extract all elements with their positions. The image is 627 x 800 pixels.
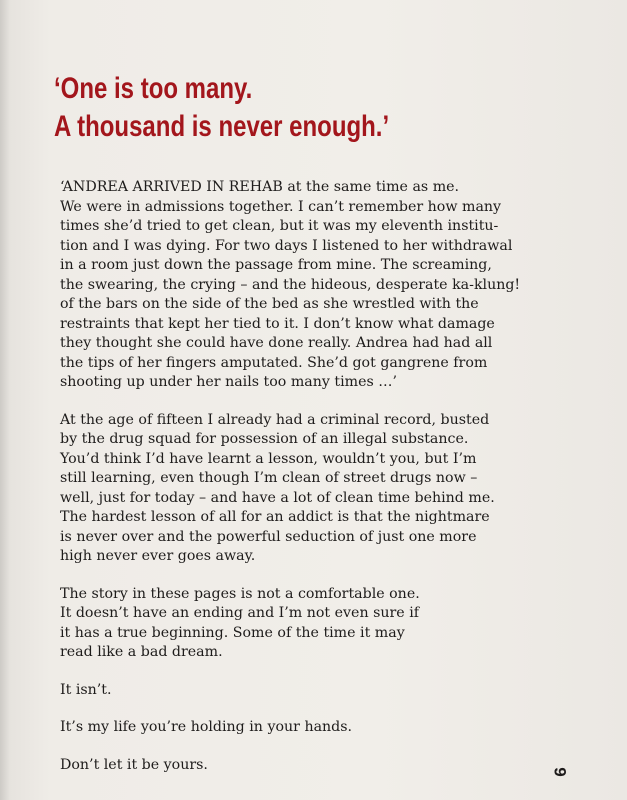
text-line: high never ever goes away. <box>60 548 256 564</box>
text-line: We were in admissions together. I can’t remember how many <box>60 198 502 215</box>
text-line: shooting up under her nails too many times …’ <box>60 374 397 390</box>
text-line: they thought she could have done really. Andrea had had all <box>60 335 493 351</box>
headline-quote <box>54 70 389 146</box>
page-number: 9 <box>550 767 570 777</box>
text-line: of the bars on the side of the bed as she wrestled with the <box>60 296 479 312</box>
text-line: the swearing, the crying – and the hideous, desperate ka-klung! <box>60 276 521 293</box>
text-line: in a room just down the passage from mine. The screaming, <box>60 257 492 273</box>
text-line: You’d think I’d have learnt a lesson, wouldn’t you, but I’m <box>60 450 477 467</box>
text-line: well, just for today – and have a lot of clean time behind me. <box>60 489 495 506</box>
text-line: It isn’t. <box>60 681 112 698</box>
paragraph <box>60 681 580 701</box>
body-text <box>60 178 580 793</box>
headline-line-1: ‘One is too many. <box>54 72 253 105</box>
text-line: tion and I was dying. For two days I listened to her withdrawal <box>60 237 513 254</box>
paragraph <box>60 718 580 738</box>
text-line: ‘ANDREA ARRIVED IN REHAB at the same time as me. <box>60 179 460 195</box>
headline-line-2: A thousand is never enough.’ <box>54 110 390 143</box>
text-line: restraints that kept her tied to it. I don’t know what damage <box>60 315 495 332</box>
text-line: It doesn’t have an ending and I’m not even sure if <box>60 605 419 621</box>
text-line: still learning, even though I’m clean of street drugs now – <box>60 470 478 486</box>
text-line: it has a true beginning. Some of the time it may <box>60 624 405 641</box>
text-line: The hardest lesson of all for an addict is that the nightmare <box>60 509 490 525</box>
paragraph <box>60 756 580 776</box>
spine-shadow <box>0 0 10 800</box>
paragraph <box>60 411 580 567</box>
text-line: Don’t let it be yours. <box>60 756 208 773</box>
paragraph <box>60 585 580 663</box>
text-line: It’s my life you’re holding in your hands. <box>60 719 353 735</box>
text-line: the tips of her fingers amputated. She’d got gangrene from <box>60 354 488 371</box>
text-line: read like a bad dream. <box>60 644 223 660</box>
text-line: is never over and the powerful seduction of just one more <box>60 528 477 545</box>
text-line: times she’d tried to get clean, but it was my eleventh institu- <box>60 218 499 234</box>
text-line: The story in these pages is not a comfortable one. <box>60 585 420 602</box>
text-line: At the age of fifteen I already had a criminal record, busted <box>60 411 490 428</box>
paragraph <box>60 178 580 393</box>
text-line: by the drug squad for possession of an illegal substance. <box>60 431 469 447</box>
